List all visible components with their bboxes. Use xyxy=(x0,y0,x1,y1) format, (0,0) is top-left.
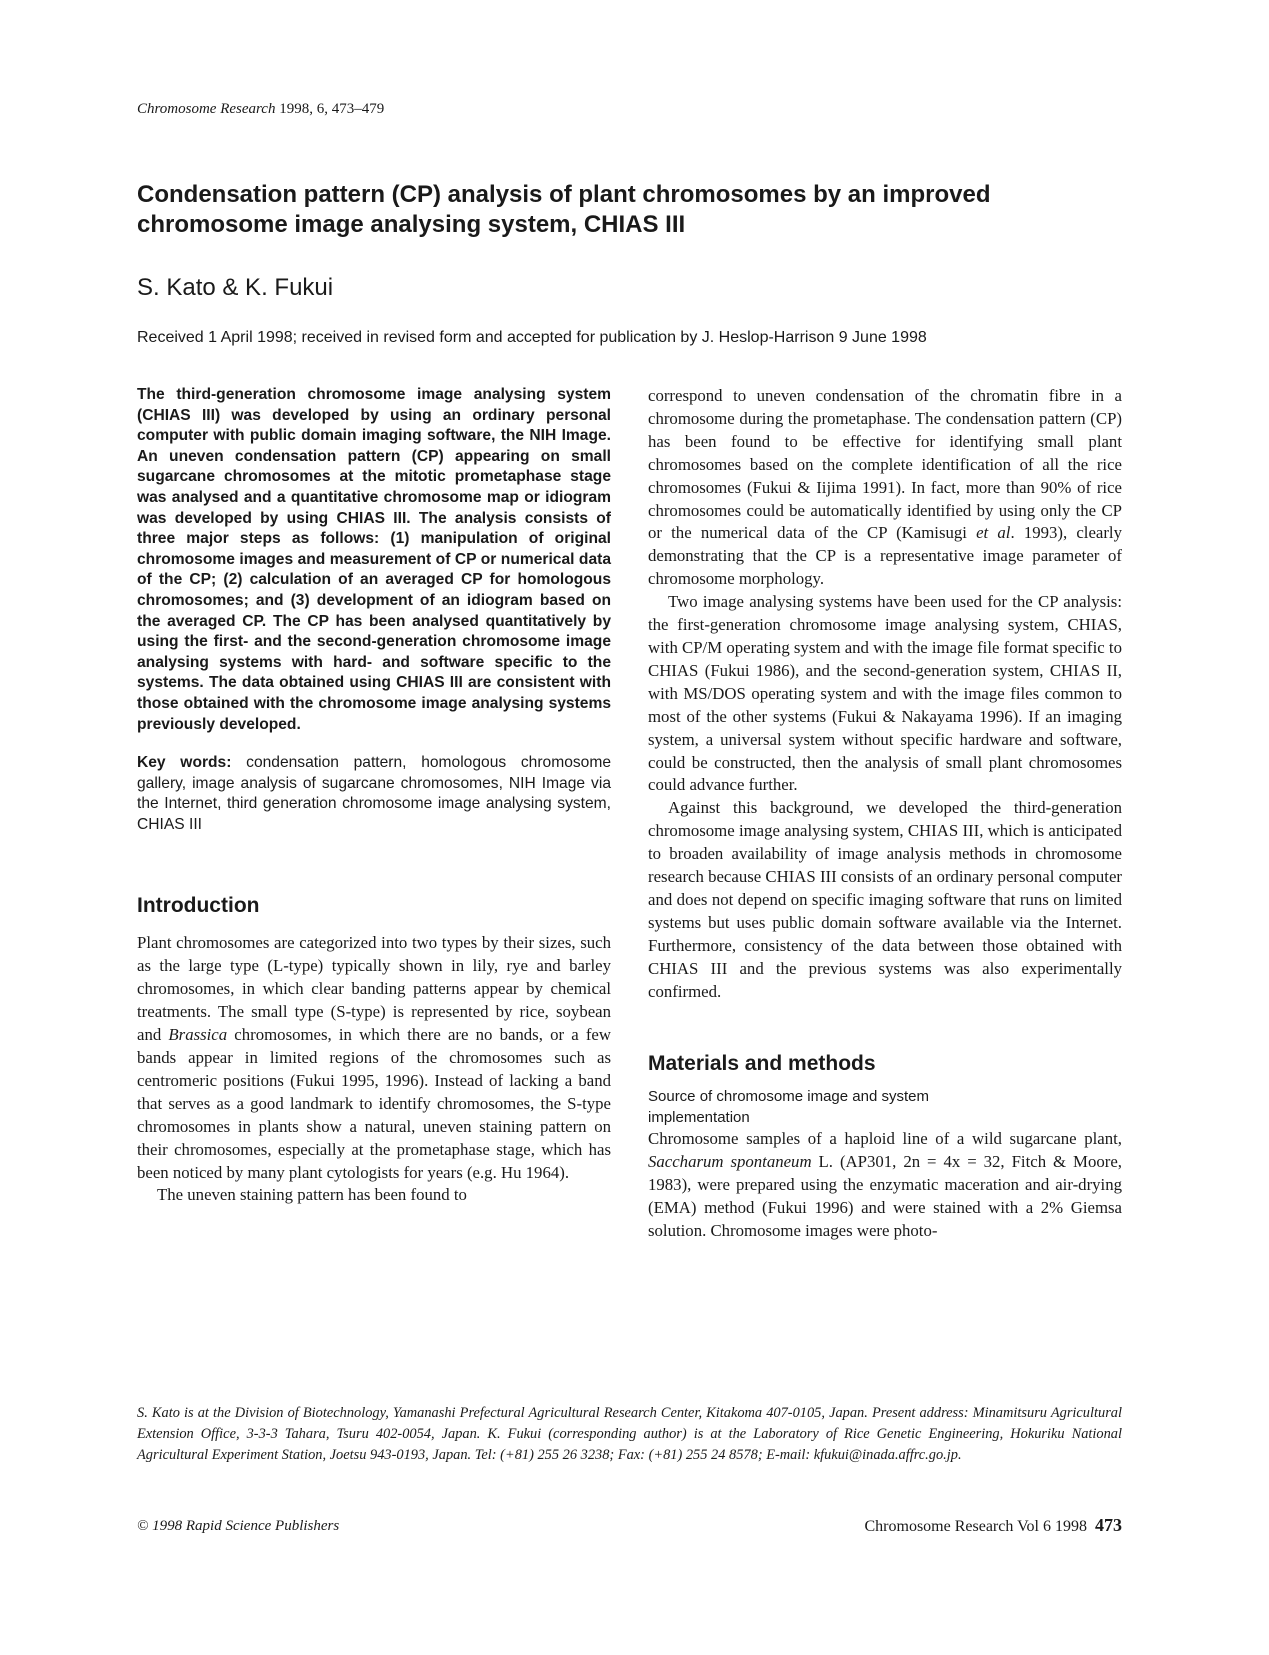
methods-heading: Materials and methods xyxy=(648,1052,876,1076)
subheading-line: Source of chromosome image and system xyxy=(648,1088,929,1106)
introduction-paragraph-2: The uneven staining pattern has been found to xyxy=(157,1185,467,1205)
keywords-text: condensation pattern, homologous chromosome gallery, image analysis of sugarcane chromosomes, NIH Image via the Internet, third generation chromosome image analysing system, CHIAS III xyxy=(137,754,611,833)
journal-name: Chromosome Research xyxy=(137,101,276,117)
page-footer xyxy=(865,1515,1123,1536)
italic-text-run: Brassica xyxy=(168,1025,228,1045)
right-column xyxy=(648,385,1122,1243)
introduction-paragraph-5: Against this background, we developed the third-generation chromosome image analysing system, CHIAS III, which is anticipated to broaden availability of image analysis methods in chromosome research because CHIAS III consists of an ordinary personal computer and does not depend on specific imaging software that runs on limited systems but uses public domain software available via the Internet. Furthermore, consistency of the data between those obtained with CHIAS III and the previous systems was also experimentally confirmed. xyxy=(648,798,1122,1001)
abstract: The third-generation chromosome image analysing system (CHIAS III) was developed by using an ordinary personal computer with public domain imaging software, the NIH Image. An uneven condensation pattern (CP) appearing on small sugarcane chromosomes at the mitotic prometaphase stage was analysed and a quantitative chromosome map or idiogram was developed by using CHIAS III. The analysis consists of three major steps as follows: (1) manipulation of original chromosome images and measurement of CP or numerical data of the CP; (2) calculation of an averaged CP for homologous chromosomes; and (3) development of an idiogram based on the averaged CP. The CP has been analysed quantitatively by using the first- and the second-generation chromosome image analysing systems with hard- and software specific to the systems. The data obtained using CHIAS III are consistent with those obtained with the chromosome image analysing systems previously developed. xyxy=(137,386,611,733)
italic-text-run: Saccharum spontaneum xyxy=(648,1152,812,1172)
left-column xyxy=(137,385,611,1207)
page-number: 473 xyxy=(1095,1515,1122,1535)
text-run: correspond to uneven condensation of the chromatin fibre in a chromosome during the prometaphase. The condensation pattern (CP) has been found to be effective for identifying small plant chromosomes based on the complete identification of all the rice chromosomes (Fukui & Iijima 1991). In fact, more than 90% of rice chromosomes could be automatically identified by using only the CP or the numerical data of the CP (Kamisugi xyxy=(648,386,1122,543)
journal-header xyxy=(137,101,384,118)
received-dates: Received 1 April 1998; received in revised form and accepted for publication by J. Heslop-Harrison 9 June 1998 xyxy=(137,329,927,346)
text-run: L. (AP301, 2n = 4x = 32, Fitch & Moore, 1983), were prepared using the enzymatic maceration and air-drying (EMA) method (Fukui 1996) and were stained with a 2% Giemsa solution. Chromosome images were photo- xyxy=(648,1152,1122,1241)
author-affiliation-footnote: S. Kato is at the Division of Biotechnology, Yamanashi Prefectural Agricultural Research Center, Kitakoma 407-0105, Japan. Present address: Minamitsuru Agricultural Extension Office, 3-3-3 Tahara, Tsuru 402-0054, Japan. K. Fukui (corresponding author) is at the Laboratory of Rice Genetic Engineering, Hokuriku National Agricultural Experiment Station, Joetsu 943-0193, Japan. Tel: (+81) 255 26 3238; Fax: (+81) 255 24 8578; E-mail: kfukui@inada.affrc.go.jp. xyxy=(137,1405,1122,1463)
subheading-line: implementation xyxy=(648,1109,750,1127)
text-run: chromosomes, in which there are no bands, or a few bands appear in limited regions of the chromosomes such as centromeric positions (Fukui 1995, 1996). Instead of lacking a band that serves as a good landmark to identify chromosomes, the S-type chromosomes in plants show a natural, uneven staining pattern on their chromosomes, especially at the prometaphase stage, which has been noticed by many plant cytologists for years (e.g. Hu 1964). xyxy=(137,1025,611,1182)
text-run: Chromosome samples of a haploid line of a wild sugarcane plant, xyxy=(648,1129,1122,1149)
copyright-notice: © 1998 Rapid Science Publishers xyxy=(137,1518,340,1534)
text-run: Plant chromosomes are categorized into two types by their sizes, such as the large type (L-type) typically shown in lily, rye and barley chromosomes, in which clear banding patterns appear by chemical treatments. The small type (S-type) is represented by rice, soybean and xyxy=(137,933,611,1045)
journal-citation: 1998, 6, 473–479 xyxy=(275,101,385,117)
methods-paragraph-1 xyxy=(648,1128,1122,1243)
methods-subheading xyxy=(648,1086,1122,1128)
introduction-paragraph-3 xyxy=(648,385,1122,591)
introduction-paragraph-1 xyxy=(137,932,611,1184)
text-run: . 1993), clearly demonstrating that the CP is a representative image parameter of chromosome morphology. xyxy=(648,523,1122,589)
keywords-label: Key words: xyxy=(137,754,232,772)
italic-text-run: et al xyxy=(976,523,1011,543)
article-authors: S. Kato & K. Fukui xyxy=(137,274,334,301)
article-title: Condensation pattern (CP) analysis of plant chromosomes by an improved chromosome image analysing system, CHIAS III xyxy=(137,181,991,238)
introduction-heading: Introduction xyxy=(137,894,260,918)
footer-journal-info: Chromosome Research Vol 6 1998 xyxy=(864,1518,1087,1535)
keywords xyxy=(137,753,611,835)
introduction-paragraph-4: Two image analysing systems have been used for the CP analysis: the first-generation chromosome image analysing system, CHIAS, with CP/M operating system and with the image file format specific to CHIAS (Fukui 1986), and the second-generation system, CHIAS II, with MS/DOS operating system and with the image files common to most of the other systems (Fukui & Nakayama 1996). If an imaging system, a universal system without specific hardware and software, could be constructed, then the analysis of small plant chromosomes could advance further. xyxy=(648,592,1122,795)
